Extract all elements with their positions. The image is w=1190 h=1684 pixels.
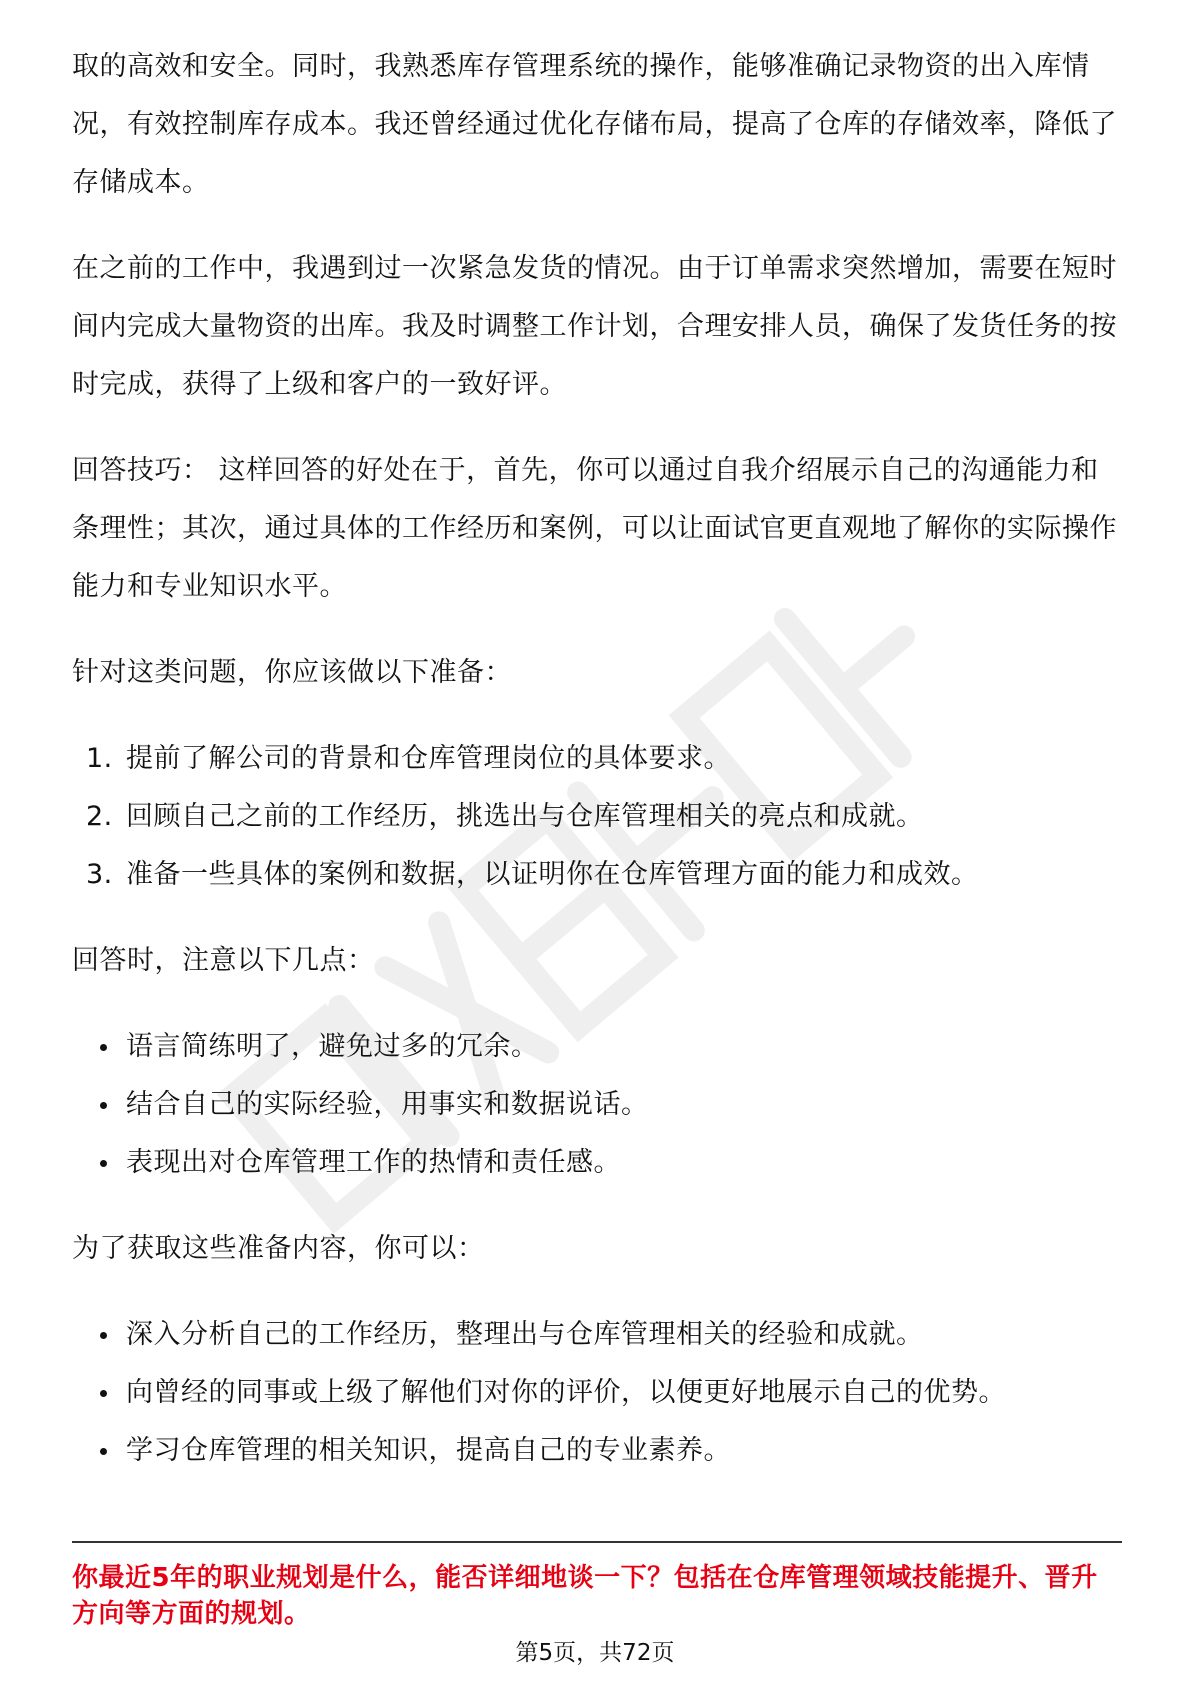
list-item-text: 学习仓库管理的相关知识，提高自己的专业素养。 [126,1435,731,1466]
section-divider [72,1541,1122,1543]
notes-list [72,1018,1122,1192]
bullet-icon [100,1448,107,1455]
page-number: 第5页，共72页 [515,1640,675,1666]
paragraph-experience-summary: 取的高效和安全。同时，我熟悉库存管理系统的操作，能够准确记录物资的出入库情况，有效控制库存成本。我还曾经通过优化存储布局，提高了仓库的存储效率，降低了存储成本。 [72,51,1117,198]
list-item-text: 回顾自己之前的工作经历，挑选出与仓库管理相关的亮点和成就。 [126,801,924,832]
paragraph-urgent-shipment: 在之前的工作中，我遇到过一次紧急发货的情况。由于订单需求突然增加，需要在短时间内完成大量物资的出库。我及时调整工作计划，合理安排人员，确保了发货任务的按时完成，获得了上级和客户的一致好评。 [72,253,1117,400]
bullet-icon [100,1044,107,1051]
list-number: 1. [86,743,113,774]
document-body [72,38,1122,1508]
list-item-text: 结合自己的实际经验，用事实和数据说话。 [126,1089,649,1120]
obtain-list [72,1306,1122,1480]
list-item [72,788,1122,846]
list-item [72,1134,1122,1192]
list-item-text: 向曾经的同事或上级了解他们对你的评价，以便更好地展示自己的优势。 [126,1377,1006,1408]
list-item [72,1018,1122,1076]
list-item-text: 表现出对仓库管理工作的热情和责任感。 [126,1147,621,1178]
list-item-text: 深入分析自己的工作经历，整理出与仓库管理相关的经验和成就。 [126,1319,924,1350]
list-item [72,730,1122,788]
list-item-text: 准备一些具体的案例和数据，以证明你在仓库管理方面的能力和成效。 [126,859,979,890]
list-item [72,1076,1122,1134]
list-item [72,1306,1122,1364]
bullet-icon [100,1390,107,1397]
paragraph-notes-intro: 回答时，注意以下几点： [72,945,375,976]
list-number: 3. [86,859,113,890]
next-question-heading: 你最近5年的职业规划是什么，能否详细地谈一下？包括在仓库管理领域技能提升、晋升方向等方面的规划。 [72,1563,1098,1629]
paragraph-answer-tips: 回答技巧： 这样回答的好处在于，首先，你可以通过自我介绍展示自己的沟通能力和条理性；其次，通过具体的工作经历和案例，可以让面试官更直观地了解你的实际操作能力和专业知识水平。 [72,455,1117,602]
bullet-icon [100,1102,107,1109]
list-item [72,846,1122,904]
list-number: 2. [86,801,113,832]
list-item [72,1422,1122,1480]
list-item-text: 提前了解公司的背景和仓库管理岗位的具体要求。 [126,743,731,774]
list-item-text: 语言简练明了，避免过多的冗余。 [126,1031,539,1062]
paragraph-obtain-intro: 为了获取这些准备内容，你可以： [72,1233,485,1264]
bullet-icon [100,1332,107,1339]
paragraph-prep-intro: 针对这类问题，你应该做以下准备： [72,657,512,688]
list-item [72,1364,1122,1422]
prep-list [72,730,1122,904]
bullet-icon [100,1160,107,1167]
